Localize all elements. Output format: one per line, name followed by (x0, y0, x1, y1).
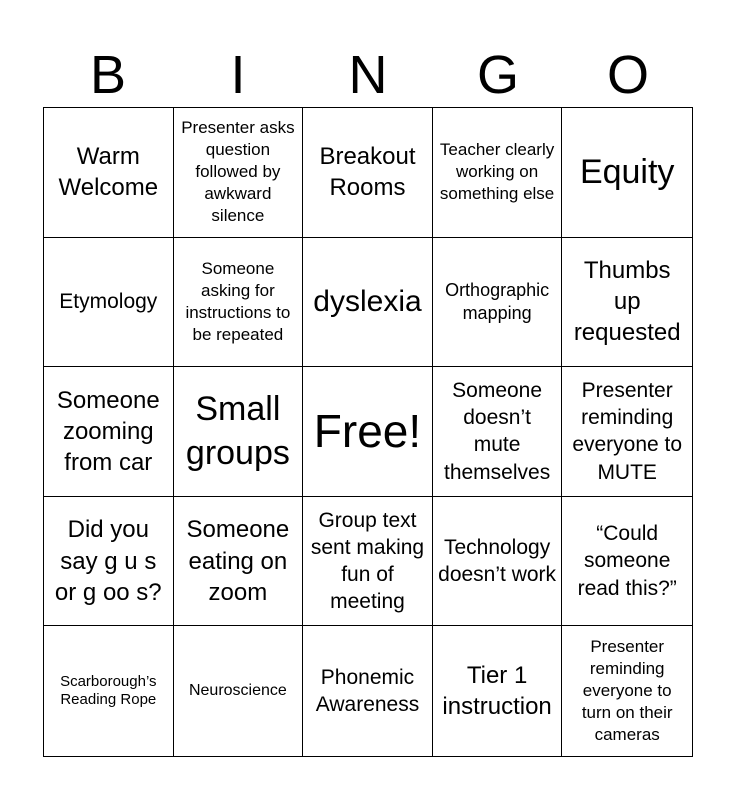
bingo-cell[interactable]: Orthographic mapping (433, 238, 563, 368)
bingo-cell[interactable]: “Could someone read this?” (562, 497, 692, 627)
bingo-cell[interactable]: Presenter reminding everyone to turn on their cameras (581, 636, 673, 745)
bingo-cell[interactable]: Someone eating on zoom (174, 497, 304, 627)
bingo-cell[interactable]: Someone zooming from car (44, 367, 174, 497)
bingo-cell[interactable]: Neuroscience (174, 626, 304, 756)
header-letter-n: N (348, 45, 388, 105)
bingo-cell[interactable]: Teacher clearly working on something else (433, 108, 563, 238)
bingo-cell[interactable]: Equity (562, 108, 692, 238)
bingo-cell[interactable]: Phonemic Awareness (303, 626, 433, 756)
header-letter-o: O (606, 45, 649, 105)
bingo-cell[interactable]: Breakout Rooms (303, 108, 433, 238)
bingo-cell[interactable]: Tier 1 instruction (433, 626, 563, 756)
free-space[interactable]: Free! (303, 367, 433, 497)
bingo-cell[interactable]: dyslexia (303, 238, 433, 368)
bingo-cell[interactable]: Technology doesn’t work (433, 497, 563, 627)
bingo-header (43, 44, 693, 106)
bingo-cell[interactable]: Warm Welcome (44, 108, 174, 238)
header-letter-i: I (230, 45, 246, 105)
bingo-cell[interactable]: Did you say g u s or g oo s? (44, 497, 174, 627)
bingo-cell[interactable]: Someone doesn’t mute themselves (433, 367, 563, 497)
bingo-cell[interactable]: Presenter reminding everyone to MUTE (562, 367, 692, 497)
bingo-cell[interactable]: Etymology (44, 238, 174, 368)
bingo-cell[interactable]: Small groups (174, 367, 304, 497)
bingo-board (43, 107, 693, 757)
header-letter-g: G (476, 45, 519, 105)
bingo-cell[interactable]: Someone asking for instructions to be repeated (174, 238, 304, 368)
bingo-cell[interactable]: Group text sent making fun of meeting (303, 497, 433, 627)
header-letter-b: B (89, 45, 127, 105)
bingo-cell[interactable]: Thumbs up requested (562, 238, 692, 368)
bingo-cell[interactable]: Scarborough’s Reading Rope (44, 626, 174, 756)
bingo-cell[interactable]: Presenter asks question followed by awkward silence (174, 108, 304, 238)
